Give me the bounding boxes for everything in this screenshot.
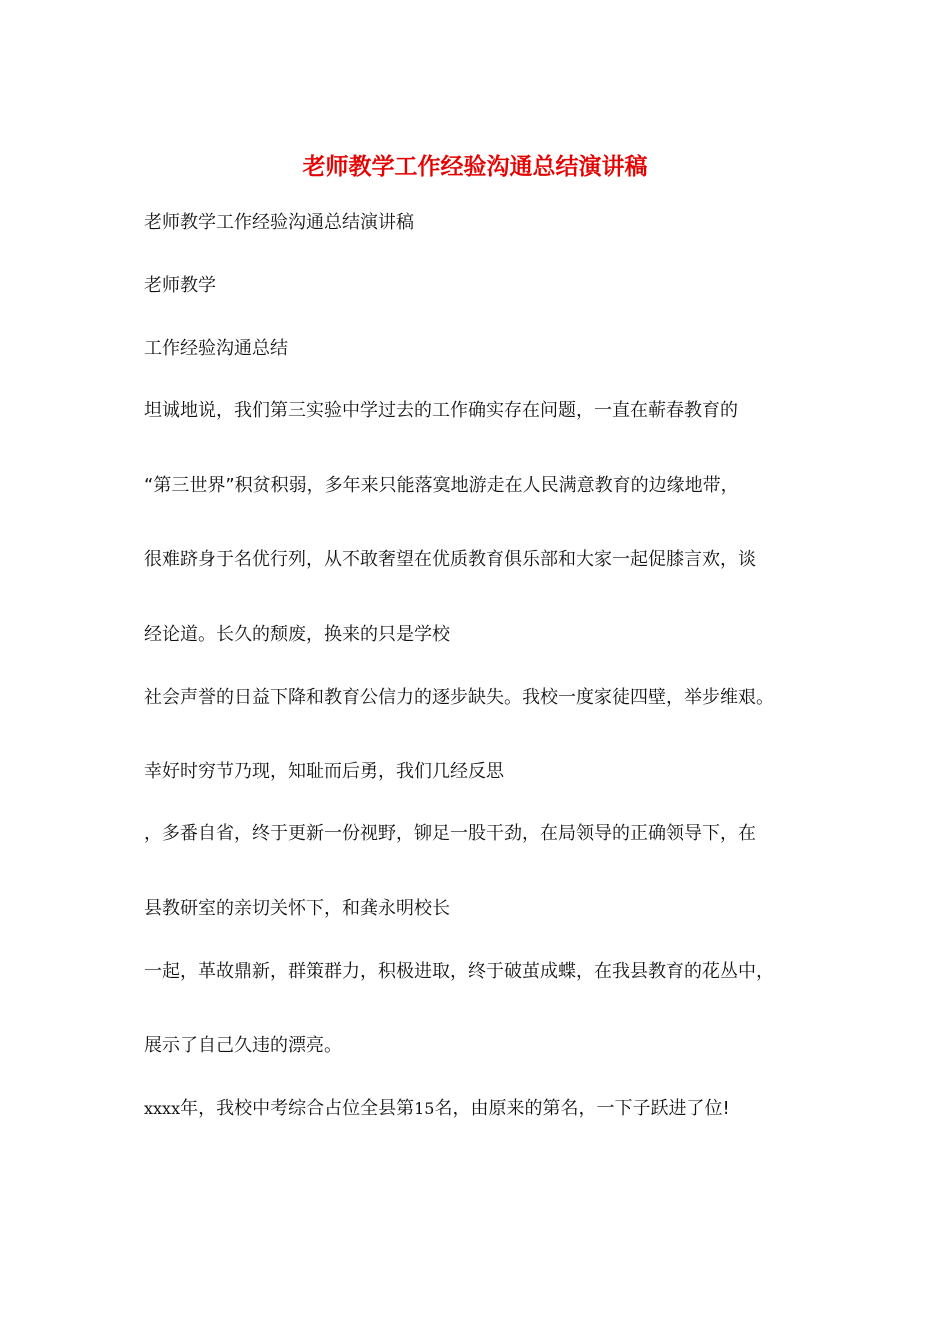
paragraph-line: 坦诚地说，我们第三实验中学过去的工作确实存在问题，一直在蕲春教育的 — [144, 400, 738, 421]
year-placeholder: xxxx — [144, 1099, 181, 1118]
paragraph-line-ranking — [144, 1095, 730, 1123]
ranking-text-part2: 名，由原来的第名，一下子跃进了位! — [434, 1098, 730, 1119]
document-title: 老师教学工作经验沟通总结演讲稿 — [302, 153, 648, 180]
paragraph-line: 工作经验沟通总结 — [144, 338, 288, 359]
rank-number: 15 — [414, 1099, 435, 1118]
paragraph-line: 县教研室的亲切关怀下，和龚永明校长 — [144, 898, 450, 919]
paragraph-line: 老师教学工作经验沟通总结演讲稿 — [144, 212, 414, 233]
paragraph-line: 老师教学 — [144, 275, 216, 296]
paragraph-line: 展示了自己久违的漂亮。 — [144, 1035, 342, 1056]
paragraph-line: “第三世界”积贫积弱，多年来只能落寞地游走在人民满意教育的边缘地带， — [144, 475, 739, 496]
ranking-text-part1: 年，我校中考综合占位全县第 — [180, 1098, 415, 1119]
paragraph-line: 一起，革故鼎新，群策群力，积极进取，终于破茧成蝶，在我县教育的花丛中， — [144, 961, 774, 982]
paragraph-line: ，多番自省，终于更新一份视野，铆足一股干劲，在局领导的正确领导下，在 — [144, 823, 756, 844]
paragraph-line: 很难跻身于名优行列，从不敢奢望在优质教育俱乐部和大家一起促膝言欢，谈 — [144, 549, 756, 570]
paragraph-line: 社会声誉的日益下降和教育公信力的逐步缺失。我校一度家徒四壁，举步维艰。 — [144, 687, 774, 708]
paragraph-line: 幸好时穷节乃现，知耻而后勇，我们几经反思 — [144, 761, 504, 782]
paragraph-line: 经论道。长久的颓废，换来的只是学校 — [144, 624, 450, 645]
